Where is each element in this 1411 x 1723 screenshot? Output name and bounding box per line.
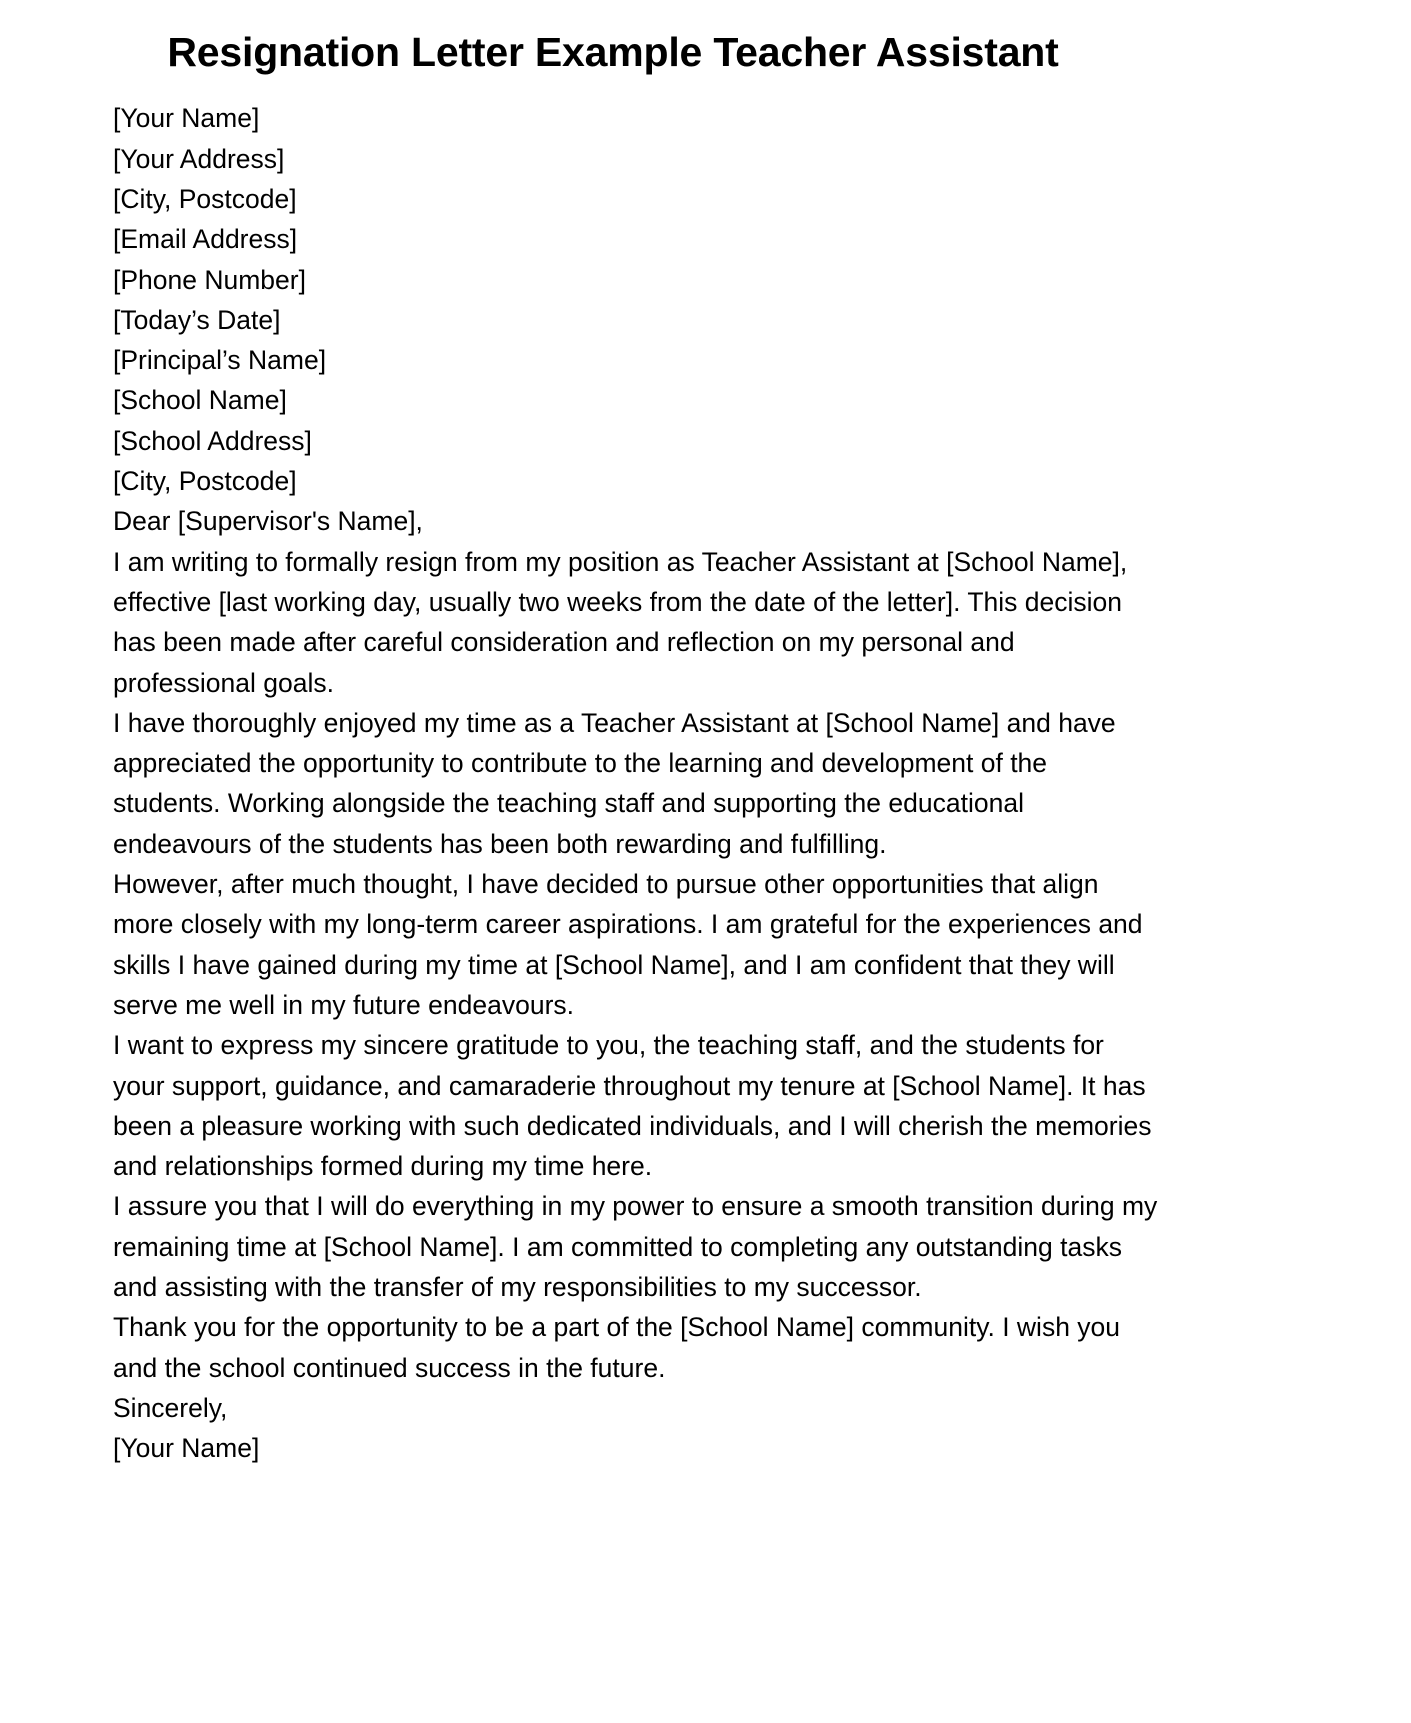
closing-line: Sincerely, bbox=[113, 1392, 228, 1423]
body-paragraph-3: However, after much thought, I have decided to pursue other opportunities that align more closely with my long-term career aspirations. I am grateful for the experiences and skills I have gained during my time at [School Name], and I am confident that they will serve me well in my future endeavours. bbox=[113, 869, 1143, 1020]
body-paragraph-4: I want to express my sincere gratitude to you, the teaching staff, and the students for your support, guidance, and camaraderie throughout my tenure at [School Name]. It has been a pleasure working with such dedicated individuals, and I will cherish the memories and relationships formed during my time here. bbox=[113, 1030, 1152, 1182]
recipient-address-line: [School Address] bbox=[113, 425, 312, 456]
date-line: [Today’s Date] bbox=[113, 304, 281, 335]
recipient-principal-line: [Principal’s Name] bbox=[113, 345, 327, 376]
sender-name-line: [Your Name] bbox=[113, 103, 260, 134]
sender-phone-line: [Phone Number] bbox=[113, 264, 306, 295]
salutation-line: Dear [Supervisor's Name], bbox=[113, 506, 423, 537]
sender-email-line: [Email Address] bbox=[113, 224, 298, 255]
body-paragraph-2: I have thoroughly enjoyed my time as a Teacher Assistant at [School Name] and have appreciated the opportunity to contribute to the learning and development of the students. Working alongside the teaching staff and supporting the educational endeavours of the students has been both rewarding and fulfilling. bbox=[113, 707, 1116, 859]
sender-city-line: [City, Postcode] bbox=[113, 183, 297, 214]
signature-name-line: [Your Name] bbox=[113, 1433, 260, 1464]
sender-address-block bbox=[113, 98, 1161, 340]
recipient-address-block bbox=[113, 340, 1161, 501]
sender-address-line: [Your Address] bbox=[113, 143, 285, 174]
recipient-school-line: [School Name] bbox=[113, 385, 287, 416]
body-paragraph-1: I am writing to formally resign from my position as Teacher Assistant at [School Name], effective [last working day, usually two weeks from the date of the letter]. This decision has been made after careful consideration and reflection on my personal and professional goals. bbox=[113, 546, 1128, 698]
body-paragraph-5: I assure you that I will do everything in my power to ensure a smooth transition during my remaining time at [School Name]. I am committed to completing any outstanding tasks and assisting with the transfer of my responsibilities to my successor. bbox=[113, 1191, 1158, 1302]
page-title: Resignation Letter Example Teacher Assistant bbox=[167, 29, 1059, 75]
body-paragraph-6: Thank you for the opportunity to be a part of the [School Name] community. I wish you and the school continued success in the future. bbox=[113, 1312, 1121, 1383]
recipient-city-line: [City, Postcode] bbox=[113, 466, 297, 497]
